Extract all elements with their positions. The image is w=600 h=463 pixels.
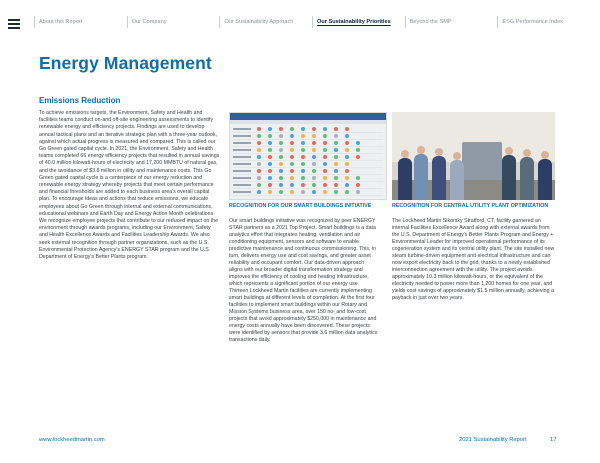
dashboard-status-dot: [312, 141, 316, 145]
dashboard-status-dot: [312, 155, 316, 159]
dashboard-status-dot: [312, 183, 316, 187]
dashboard-status-dot: [323, 155, 327, 159]
dashboard-status-dot: [257, 176, 261, 180]
photo-person-head: [505, 147, 513, 155]
team-photo: [392, 112, 555, 200]
dashboard-status-dot: [323, 169, 327, 173]
dashboard-status-dot: [268, 155, 272, 159]
dashboard-row-label: [233, 142, 251, 144]
dashboard-status-dot: [257, 148, 261, 152]
dashboard-status-dot: [334, 148, 338, 152]
central-utility-body: The Lockheed Martin Sikorsky Stratford, CT, facility garnered an internal Facilities Excellence Award along with external awards from the U.S. Department of Energy's Better Plants Program and Energy + Environmental Leader for improved operational performance of its cogeneration system and its central utility plant. The site installed new steam turbine-driven equipment and electrical infrastructure and can now export electricity back to the grid, thanks to a newly established interconnection agreement with the utility. The project avoids approximately 10.3 million kilowatt-hours, or the equivalent of the electricity needed to power more than 1,200 homes for one year, and yields cost savings of approximately $1.5 million annually, achieving a payback in just over two years.: [392, 218, 555, 301]
smart-buildings-body: Our smart buildings initiative was recognized by peer ENERGY STAR partners as a 2021 Top Project. Smart buildings is a data analytics effort that integrates heating, ventilation and air conditioning equipment, sensors and software to enable predictive maintenance and continuous commissioning. This, in turn, delivers energy use and cost savings, and greater asset reliability and occupant comfort. Our data-driven approach aligns with our broader digital transformation strategy and improves the efficiency of cooling and heating infrastructure, which represents a significant portion of our energy use. Thirteen Lockheed Martin facilities are currently implementing smart buildings at different levels of completion. At the first four facilities to implement smart buildings within our Rotary and Mission Systems business area, over 150 no- and low-cost projects that avoid approximately $250,000 in maintenance and energy costs annually have been discovered. These projects were identified by sensors that provide 3.6 million data analytics transactions daily.: [229, 218, 378, 343]
dashboard-status-dot: [279, 134, 283, 138]
dashboard-status-dot: [268, 148, 272, 152]
dashboard-status-dot: [323, 134, 327, 138]
page-title: Energy Management: [39, 53, 212, 73]
emissions-paragraph: To achieve emissions targets, the Environment, Safety and Health and facilities teams conduct on-and off-site engineering assessments to identify renewable energy and efficiency projects. Findings are used to develop annual tactical plans and an iterative strategic plan with a three-year outlook, against which actual progress is measured and compared. This is called our Go Green gated capital cycle. In 2021, the Environment, Safety and Health teams completed 66 energy efficiency projects that resulted in annual savings of 40.0 million kilowatt-hours of electricity and 17,200 MMBTU of natural gas, and the avoidance of $3.8 million in utility and maintenance costs. This Go Green gated capital cycle is a centerpiece of our energy reduction and renewable energy strategy whereby projects that meet certain performance and financial thresholds are added to each business area's overall capital plan. To encourage ideas and actions that reduce emissions, we educate employees about Go Green through internal and external communications, educational webinars and Earth Day and Energy Action Month celebrations. We recognize employee projects that contribute to our reduced impact on the environment through awards programs, including our Environment, Safety and Health Excellence Awards and Facilities Leadership Awards. We also seek external recognition through partner organizations, such as the U.S. Environmental Protection Agency's ENERGY STAR program and the U.S. Department of Energy's Better Plants program.: [39, 110, 220, 261]
top-navigation: [0, 0, 600, 40]
dashboard-status-dot: [301, 134, 305, 138]
dashboard-status-dot: [257, 183, 261, 187]
dashboard-status-dot: [356, 190, 360, 194]
dashboard-status-dot: [290, 155, 294, 159]
dashboard-status-dot: [301, 162, 305, 166]
dashboard-status-dot: [279, 162, 283, 166]
dashboard-status-dot: [345, 141, 349, 145]
dashboard-status-dot: [268, 183, 272, 187]
dashboard-status-dot: [345, 148, 349, 152]
dashboard-row-label: [233, 184, 251, 186]
nav-items: [34, 16, 590, 28]
dashboard-status-dot: [268, 162, 272, 166]
dashboard-status-dot: [279, 155, 283, 159]
dashboard-status-dot: [323, 176, 327, 180]
dashboard-status-dot: [290, 134, 294, 138]
dashboard-status-dot: [356, 176, 360, 180]
dashboard-status-dot: [279, 148, 283, 152]
dashboard-status-dot: [301, 127, 305, 131]
dashboard-status-dot: [257, 190, 261, 194]
dashboard-status-dot: [334, 190, 338, 194]
dashboard-status-dot: [312, 134, 316, 138]
dashboard-status-dot: [334, 183, 338, 187]
dashboard-status-dot: [312, 162, 316, 166]
dashboard-status-dot: [312, 169, 316, 173]
dashboard-status-dot: [290, 176, 294, 180]
dashboard-row: [233, 154, 383, 161]
dashboard-status-dot: [356, 183, 360, 187]
smart-buildings-heading: RECOGNITION FOR OUR SMART BUILDINGS INITIATIVE: [229, 203, 372, 209]
dashboard-status-dot: [268, 176, 272, 180]
dashboard-status-dot: [268, 141, 272, 145]
dashboard-status-dot: [345, 176, 349, 180]
photo-person-head: [541, 151, 549, 159]
dashboard-status-dot: [345, 127, 349, 131]
dashboard-status-dot: [290, 169, 294, 173]
dashboard-status-dot: [356, 148, 360, 152]
dashboard-status-dot: [334, 176, 338, 180]
dashboard-row-label: [233, 191, 251, 193]
dashboard-status-dot: [301, 190, 305, 194]
dashboard-status-dot: [312, 148, 316, 152]
dashboard-status-dot: [323, 141, 327, 145]
dashboard-row-label: [233, 149, 251, 151]
dashboard-status-dot: [290, 190, 294, 194]
dashboard-row: [233, 126, 383, 133]
dashboard-status-dot: [323, 148, 327, 152]
dashboard-status-dot: [268, 190, 272, 194]
dashboard-status-dot: [301, 141, 305, 145]
dashboard-row-label: [233, 128, 251, 130]
dashboard-status-dot: [290, 127, 294, 131]
dashboard-status-dot: [279, 127, 283, 131]
hamburger-menu-icon[interactable]: [8, 19, 20, 29]
dashboard-row-label: [233, 163, 251, 165]
dashboard-status-dot: [279, 141, 283, 145]
dashboard-status-dot: [290, 141, 294, 145]
nav-item-our-company[interactable]: Our Company: [127, 16, 220, 28]
dashboard-status-dot: [279, 183, 283, 187]
dashboard-row-label: [233, 177, 251, 179]
central-utility-heading: RECOGNITION FOR CENTRAL UTILITY PLANT OPTIMIZATION: [392, 203, 549, 209]
dashboard-status-dot: [257, 127, 261, 131]
dashboard-status-dot: [323, 127, 327, 131]
dashboard-status-dot: [301, 176, 305, 180]
photo-person: [520, 157, 534, 200]
dashboard-status-dot: [356, 155, 360, 159]
dashboard-status-dot: [345, 169, 349, 173]
footer-report-title: 2021 Sustainability Report: [459, 437, 527, 443]
nav-item-esg-performance-index[interactable]: ESG Performance Index: [497, 16, 590, 28]
dashboard-status-dot: [257, 162, 261, 166]
nav-item-beyond-the-smp[interactable]: Beyond the SMP: [405, 16, 498, 28]
photo-person: [502, 155, 516, 200]
dashboard-row-label: [233, 170, 251, 172]
dashboard-status-dot: [334, 127, 338, 131]
dashboard-status-dot: [345, 190, 349, 194]
dashboard-status-dot: [257, 155, 261, 159]
footer-website-link[interactable]: www.lockheedmartin.com: [39, 437, 105, 443]
dashboard-row: [233, 147, 383, 154]
dashboard-row: [233, 189, 383, 196]
photo-person: [414, 154, 428, 200]
photo-person-head: [435, 148, 443, 156]
photo-person-head: [401, 150, 409, 158]
dashboard-toolbar: [230, 113, 386, 120]
nav-item-sustainability-priorities[interactable]: Our Sustainability Priorities: [312, 16, 405, 28]
dashboard-status-dot: [334, 162, 338, 166]
dashboard-status-dot: [290, 162, 294, 166]
dashboard-row: [233, 182, 383, 189]
dashboard-status-dot: [301, 155, 305, 159]
dashboard-status-dot: [268, 134, 272, 138]
smart-buildings-dashboard-image: [229, 112, 387, 200]
nav-item-sustainability-approach[interactable]: Our Sustainability Approach: [219, 16, 312, 28]
photo-person: [398, 158, 412, 200]
emissions-body: [39, 110, 220, 268]
photo-person: [538, 159, 552, 200]
dashboard-status-dot: [268, 169, 272, 173]
dashboard-status-dot: [301, 169, 305, 173]
dashboard-status-dot: [279, 169, 283, 173]
dashboard-status-dot: [301, 148, 305, 152]
dashboard-status-dot: [257, 134, 261, 138]
photo-person-head: [523, 149, 531, 157]
dashboard-status-dot: [345, 183, 349, 187]
dashboard-status-dot: [279, 176, 283, 180]
dashboard-status-dot: [257, 169, 261, 173]
dashboard-row: [233, 175, 383, 182]
dashboard-row: [233, 140, 383, 147]
dashboard-status-dot: [323, 183, 327, 187]
dashboard-status-dot: [345, 134, 349, 138]
photo-person: [450, 160, 464, 200]
dashboard-status-dot: [356, 141, 360, 145]
dashboard-status-dot: [345, 162, 349, 166]
dashboard-status-dot: [257, 141, 261, 145]
dashboard-status-dot: [345, 155, 349, 159]
emissions-reduction-heading: Emissions Reduction: [39, 96, 121, 105]
dashboard-rows: [230, 124, 386, 198]
photo-person: [432, 156, 446, 200]
dashboard-status-dot: [323, 190, 327, 194]
dashboard-row-label: [233, 135, 251, 137]
dashboard-row: [233, 168, 383, 175]
dashboard-status-dot: [312, 190, 316, 194]
dashboard-status-dot: [312, 176, 316, 180]
dashboard-status-dot: [301, 183, 305, 187]
photo-person-head: [417, 146, 425, 154]
dashboard-row-label: [233, 156, 251, 158]
dashboard-status-dot: [268, 127, 272, 131]
dashboard-status-dot: [334, 141, 338, 145]
dashboard-status-dot: [312, 127, 316, 131]
nav-item-about-this-report[interactable]: About this Report: [34, 16, 127, 28]
dashboard-status-dot: [279, 190, 283, 194]
photo-equipment: [462, 142, 502, 182]
dashboard-status-dot: [334, 155, 338, 159]
dashboard-row: [233, 161, 383, 168]
dashboard-row: [233, 133, 383, 140]
dashboard-status-dot: [290, 183, 294, 187]
footer-page-number: 17: [550, 437, 557, 443]
dashboard-status-dot: [290, 148, 294, 152]
photo-person-head: [453, 152, 461, 160]
dashboard-status-dot: [334, 134, 338, 138]
dashboard-status-dot: [334, 169, 338, 173]
dashboard-status-dot: [323, 162, 327, 166]
